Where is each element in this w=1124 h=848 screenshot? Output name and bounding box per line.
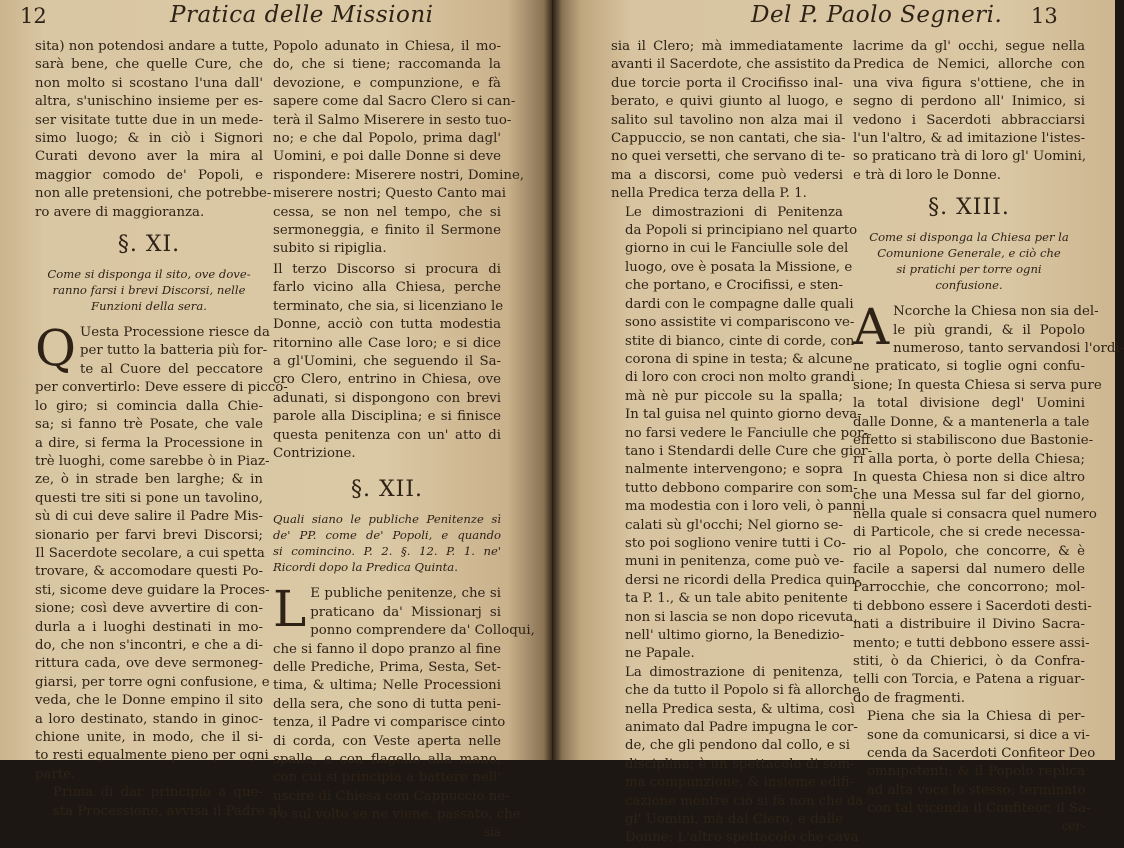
text-line: ma modestia con i loro veli, ò panni	[625, 499, 866, 515]
text-line: spalle, e con flagello alla mano,	[273, 752, 501, 767]
text-line: Curati devono aver la mira al	[35, 149, 263, 165]
text-line: Popolo adunato in Chiesa, il mo-	[273, 39, 501, 54]
text-line: nell' ultimo giorno, la Benedizio-	[625, 628, 845, 643]
text-line: Quali siano le publiche Penitenze sì	[273, 512, 501, 527]
text-line: facile a sapersi dal numero delle	[853, 561, 1085, 577]
text-line: nati a distribuire il Divino Sacra-	[853, 617, 1085, 633]
text-line: de, che gli pendono dal collo, e si	[625, 738, 850, 754]
text-line: sa; si fanno trè Posate, che vale	[35, 417, 263, 433]
paragraph	[611, 664, 864, 848]
text-line: terminato, che sia, si licenziano le	[273, 298, 504, 314]
text-line: delle Prediche, Prima, Sesta, Set-	[273, 659, 501, 675]
text-line: altra, s'unischino insieme per es-	[35, 94, 263, 110]
text-line: trovare, & accomodare questi Po-	[35, 564, 263, 580]
text-line: no; e che dal Popolo, prima dagl'	[273, 131, 501, 147]
text-line: ranno farsi i brevi Discorsi, nelle	[52, 283, 246, 298]
text-line: dersi ne ricordi della Predica quin-	[625, 572, 861, 588]
section-title	[273, 511, 501, 575]
text-line: parte.	[35, 766, 76, 782]
running-head-left: Pratica delle Missioni	[170, 2, 434, 28]
text-line: do, che non s'incontri, e che a di-	[35, 637, 263, 653]
text-line: che da tutto il Popolo si fà allorche	[625, 683, 860, 699]
text-line: tutto debbono comparire con som-	[625, 480, 858, 496]
book-gutter	[544, 0, 562, 760]
text-line: omnipotenti; & il Popolo replica	[867, 764, 1085, 780]
text-line: questi tre siti si pone un tavolino,	[35, 490, 263, 506]
text-line: ad alta voce lo stesso; terminato	[867, 782, 1086, 798]
right-page	[553, 0, 1124, 846]
paragraph	[35, 38, 272, 222]
text-line: mà nè pur piccole su la spalla;	[625, 388, 843, 404]
text-line: avanti il Sacerdote, che assistito da	[611, 57, 851, 73]
text-line: durla a i luoghi destinati in mo-	[35, 619, 263, 635]
text-line: dardi con le compagne dalle quali	[625, 296, 854, 312]
paragraph	[273, 38, 525, 259]
text-line: che si fanno il dopo pranzo al fine	[273, 641, 501, 657]
text-line: e trà di loro le Donne.	[853, 167, 1002, 183]
text-line: sita) non potendosi andare a tutte,	[35, 39, 269, 54]
section-title	[35, 266, 263, 314]
paragraph-body	[35, 319, 288, 784]
paragraph	[273, 261, 504, 463]
drop-cap: Q	[35, 319, 76, 378]
text-line: terà il Salmo Miserere in sesto tuo-	[273, 112, 512, 128]
text-line: giorno in cui le Fanciulle sole del	[625, 241, 849, 257]
text-line: Ncorche la Chiesa non sia del-	[893, 304, 1099, 320]
text-line: In questa Chiesa non si dice altro	[853, 469, 1085, 485]
text-line: sione; In questa Chiesa si serva pure	[853, 377, 1102, 393]
text-line: to resti egualmente pieno per ogni	[35, 748, 269, 764]
paragraph	[853, 708, 1096, 818]
text-line: ta P. 1., & un tale abito penitente	[625, 591, 848, 607]
text-line: luogo, ove è posata la Missione, e	[625, 259, 853, 275]
text-line: cazione mentre ciò si fà non che da	[625, 793, 864, 809]
text-line: due torcie porta il Crocifisso inal-	[611, 75, 843, 91]
paragraph-with-dropcap	[35, 319, 288, 784]
text-line: Uomini, e poi dalle Donne si deve	[273, 149, 501, 165]
text-line: sionario per farvi brevi Discorsi;	[35, 527, 263, 543]
text-line: di loro con croci non molto grandi	[625, 370, 855, 386]
text-line: da Popoli si principiano nel quarto	[625, 223, 858, 239]
paragraph	[611, 38, 851, 204]
text-line: a dire, si ferma la Processione in	[35, 435, 263, 451]
text-line: Donne, acciò con tutta modestia	[273, 317, 501, 333]
drop-cap: A	[853, 298, 890, 357]
text-line: parole alla Disciplina; e si finisce	[273, 409, 501, 425]
text-line: berato, e quivi giunto al luogo, e	[611, 94, 843, 110]
text-line: gl' Uomini, mà dal Clero, e dalle	[625, 812, 843, 828]
text-line: sti, sicome deve guidare la Proces-	[35, 582, 270, 598]
text-line: Predica de Nemici, allorche con	[853, 57, 1085, 73]
text-line: rio al Popolo, che concorre, & è	[853, 543, 1085, 559]
text-line: si comincino. P. 2. §. 12. P. 1. ne'	[273, 544, 501, 559]
right-column-2	[853, 38, 1124, 833]
text-line: segno di perdono all' Inimico, si	[853, 94, 1085, 110]
text-line: dalle Donne, & a mantenerla a tale	[853, 414, 1090, 430]
text-line: rispondere: Miserere nostri, Domine,	[273, 167, 525, 183]
text-line: ser visitate tutte due in un mede-	[35, 112, 263, 128]
text-line: che una Messa sul far del giorno,	[853, 488, 1085, 504]
text-line: Il terzo Discorso si procura di	[273, 261, 501, 277]
text-line: sù di cui deve salire il Padre Mis-	[35, 509, 263, 525]
text-line: Parrocchie, che concorrono; mol-	[853, 580, 1085, 596]
text-line: Ricordi dopo la Predica Quinta.	[273, 560, 458, 575]
paragraph	[611, 204, 873, 664]
text-line: cro Clero, entrino in Chiesa, ove	[273, 372, 501, 388]
paragraph-with-dropcap	[853, 298, 1124, 708]
text-line: rittura cada, ove deve sermoneg-	[35, 656, 263, 672]
page-number-right: 13	[1031, 4, 1058, 28]
text-line: tano i Stendardi delle Cure che gior-	[625, 443, 873, 459]
text-line: a loro destinato, stando in ginoc-	[35, 711, 263, 727]
text-line: la total divisione degl' Uomini	[853, 396, 1085, 412]
text-line: sarà bene, che quelle Cure, che	[35, 57, 263, 73]
text-line: animato dal Padre impugna le cor-	[625, 720, 858, 736]
text-line: maggior comodo de' Popoli, e	[35, 167, 263, 183]
text-line: do de fragmenti.	[853, 690, 965, 706]
text-line: de' PP. come de' Popoli, e quando	[273, 528, 501, 543]
paragraph-with-dropcap	[273, 580, 535, 824]
text-line: sia il Clero; mà immediatamente	[611, 39, 843, 54]
text-line: l'un l'altro, & ad imitazione l'istes-	[853, 131, 1086, 147]
catchword: cer-	[1061, 818, 1085, 833]
section-heading: §. XIII.	[928, 195, 1010, 221]
text-line: con cui si principia a battere nell'	[273, 770, 501, 786]
page-number-left: 12	[20, 4, 47, 28]
section-title	[853, 229, 1085, 293]
text-line: Come si disponga il sito, ove dove-	[47, 267, 251, 282]
drop-cap: L	[273, 580, 307, 639]
text-line: mento; e tutti debbono essere assi-	[853, 635, 1090, 651]
text-line: subito si ripiglia.	[273, 241, 387, 257]
paragraph	[35, 784, 282, 821]
text-line: per convertirlo: Deve essere di picco-	[35, 380, 288, 396]
text-line: muni in penitenza, come può ve-	[625, 554, 844, 570]
right-column-1	[611, 38, 873, 848]
text-line: lacrime da gl' occhi, segue nella	[853, 39, 1085, 54]
text-line: trè luoghi, come sarebbe ò in Piaz-	[35, 453, 270, 469]
text-line: nella Predica terza della P. 1.	[611, 186, 807, 202]
left-column-1	[35, 38, 288, 821]
text-line: che portano, e Crocifissi, e sten-	[625, 278, 844, 294]
text-line: cenda da Sacerdoti Confiteor Deo	[867, 746, 1096, 761]
text-line: Uesta Processione riesce da	[80, 325, 270, 341]
text-line: chione unite, in modo, che il si-	[35, 730, 263, 745]
text-line: La dimostrazione di penitenza,	[625, 664, 843, 680]
text-line: sione; così deve avvertire di con-	[35, 601, 263, 617]
text-line: sta Processione, avvisa il Padre al	[53, 803, 282, 819]
text-line: di corda, con Veste aperta nelle	[273, 733, 501, 749]
text-line: no farsi vedere le Fanciulle che por-	[625, 425, 869, 441]
text-line: no quei versetti, che servano di te-	[611, 149, 846, 165]
text-line: sone da comunicarsi, si dice a vi-	[867, 727, 1090, 743]
text-line: giarsi, per torre ogni confusione, e	[35, 674, 270, 690]
text-line: Donne; L'altro spettacolo che cava	[625, 830, 859, 846]
text-line: ze, ò in strade ben larghe; & in	[35, 472, 263, 488]
text-line: ti debbono essere i Sacerdoti desti-	[853, 598, 1092, 614]
text-line: Contrizione.	[273, 445, 356, 461]
text-line: uscire di Chiesa con Cappuccio ne-	[273, 788, 510, 804]
text-line: a gl'Uomini, che seguendo il Sa-	[273, 353, 501, 369]
text-line: non alle pretensioni, che potrebbe-	[35, 186, 272, 202]
text-line: ritornino alle Case loro; e si dice	[273, 335, 501, 351]
text-line: per tutto la batteria più for-	[80, 343, 268, 359]
text-line: Prima di dar principio a que-	[53, 785, 263, 801]
text-line: ri alla porta, ò porte della Chiesa;	[853, 451, 1085, 467]
text-line: tima, & ultima; Nelle Processioni	[273, 678, 501, 694]
text-line: con tal vicenda il Confiteor, il Sa-	[867, 801, 1091, 817]
section-heading: §. XI.	[117, 232, 181, 258]
text-line: di Particole, che si crede necessa-	[853, 525, 1085, 541]
text-line: nalmente intervengono; e sopra	[625, 462, 843, 478]
text-line: della sera, che sono di tutta peni-	[273, 696, 501, 712]
text-line: una viva figura s'ottiene, che in	[853, 75, 1085, 91]
text-line: ma a discorsi, come può vedersi	[611, 167, 843, 183]
text-line: adunati, si dispongono con brevi	[273, 390, 501, 406]
text-line: praticano da' Missionarj si	[310, 604, 501, 620]
text-line: le più grandi, & il Popolo	[893, 322, 1085, 338]
text-line: stiti, ò da Chierici, ò da Confra-	[853, 653, 1085, 669]
text-line: effetto si stabiliscono due Bastonie-	[853, 433, 1094, 449]
left-page	[0, 0, 552, 839]
text-line: cessa, se non nel tempo, che si	[273, 204, 501, 220]
text-line: numeroso, tanto servandosi l'ordi-	[893, 341, 1124, 357]
text-line: veda, che le Donne empino il sito	[35, 693, 263, 709]
text-line: Il Sacerdote secolare, a cui spetta	[35, 545, 265, 561]
text-line: tenza, il Padre vi comparisce cinto	[273, 715, 506, 731]
text-line: te al Cuore del peccatore	[80, 361, 263, 377]
text-line: nella quale si consacra quel numero	[853, 506, 1097, 522]
text-line: sermoneggia, e finito il Sermone	[273, 223, 501, 239]
catchword: sia	[483, 824, 501, 839]
text-line: miserere nostri; Questo Canto mai	[273, 186, 507, 202]
text-line: Piena che sia la Chiesa di per-	[867, 709, 1085, 725]
text-line: Cappuccio, se non cantati, che sia-	[611, 131, 846, 147]
text-line: non si lascia se non dopo ricevuta,	[625, 609, 858, 625]
text-line: sono assistite vi compariscono ve-	[625, 315, 855, 331]
text-line: telli con Torcia, e Patena a riguar-	[853, 672, 1085, 688]
text-line: In tal guisa nel quinto giorno deva-	[625, 407, 862, 423]
text-line: ro avere di maggioranza.	[35, 204, 205, 220]
text-line: Le dimostrazioni di Penitenza	[625, 204, 843, 220]
text-line: confusione.	[935, 278, 1003, 293]
text-line: simo luogo; & in ciò i Signori	[35, 131, 263, 147]
running-head-right: Del P. Paolo Segneri.	[751, 2, 1003, 28]
text-line: si pratichi per torre ogni	[896, 262, 1042, 277]
text-line: stite di bianco, cinte di corde, con	[625, 333, 855, 349]
text-line: calati sù gl'occhi; Nel giorno se-	[625, 517, 843, 533]
text-line: vedono i Sacerdoti abbracciarsi	[853, 112, 1085, 128]
text-line: disciplina; è un spettacolo di som-	[625, 756, 855, 772]
text-line: lo giro; si comincia dalla Chie-	[35, 398, 263, 414]
text-line: non molto si scostano l'una dall'	[35, 75, 263, 91]
text-line: ne Papale.	[625, 646, 695, 662]
paragraph	[853, 38, 1085, 185]
text-line: corona di spine in testa; & alcune	[625, 351, 853, 367]
text-line: ne praticato, si toglie ogni confu-	[853, 359, 1085, 375]
text-line: ro sul volto se ne viene, passato, che	[273, 807, 521, 823]
text-line: questa penitenza con un' atto di	[273, 427, 501, 443]
section-heading: §. XII.	[350, 477, 424, 503]
text-line: Come si disponga la Chiesa per la	[869, 230, 1069, 245]
text-line: sto poi sogliono venire tutti i Co-	[625, 535, 846, 551]
text-line: do, che si tiene; raccomanda la	[273, 57, 501, 73]
text-line: salito sul tavolino non alza mai il	[611, 112, 843, 128]
text-line: E publiche penitenze, che si	[310, 586, 501, 602]
paragraph-body	[273, 580, 535, 824]
text-line: so praticano trà di loro gl' Uomini,	[853, 149, 1087, 165]
text-line: devozione, e compunzione, e fà	[273, 75, 501, 91]
text-line: farlo vicino alla Chiesa, perche	[273, 280, 501, 296]
text-line: nella Predica sesta, & ultima, così	[625, 701, 855, 717]
text-line: ma compunzione, & insieme edifi-	[625, 775, 855, 791]
text-line: Comunione Generale, e ciò che	[877, 246, 1061, 261]
text-line: sapere come dal Sacro Clero si can-	[273, 94, 516, 110]
paragraph-body	[853, 298, 1124, 708]
text-line: Funzioni della sera.	[91, 299, 207, 314]
text-line: ponno comprendere da' Colloqui,	[310, 623, 535, 639]
left-column-2	[273, 38, 535, 839]
